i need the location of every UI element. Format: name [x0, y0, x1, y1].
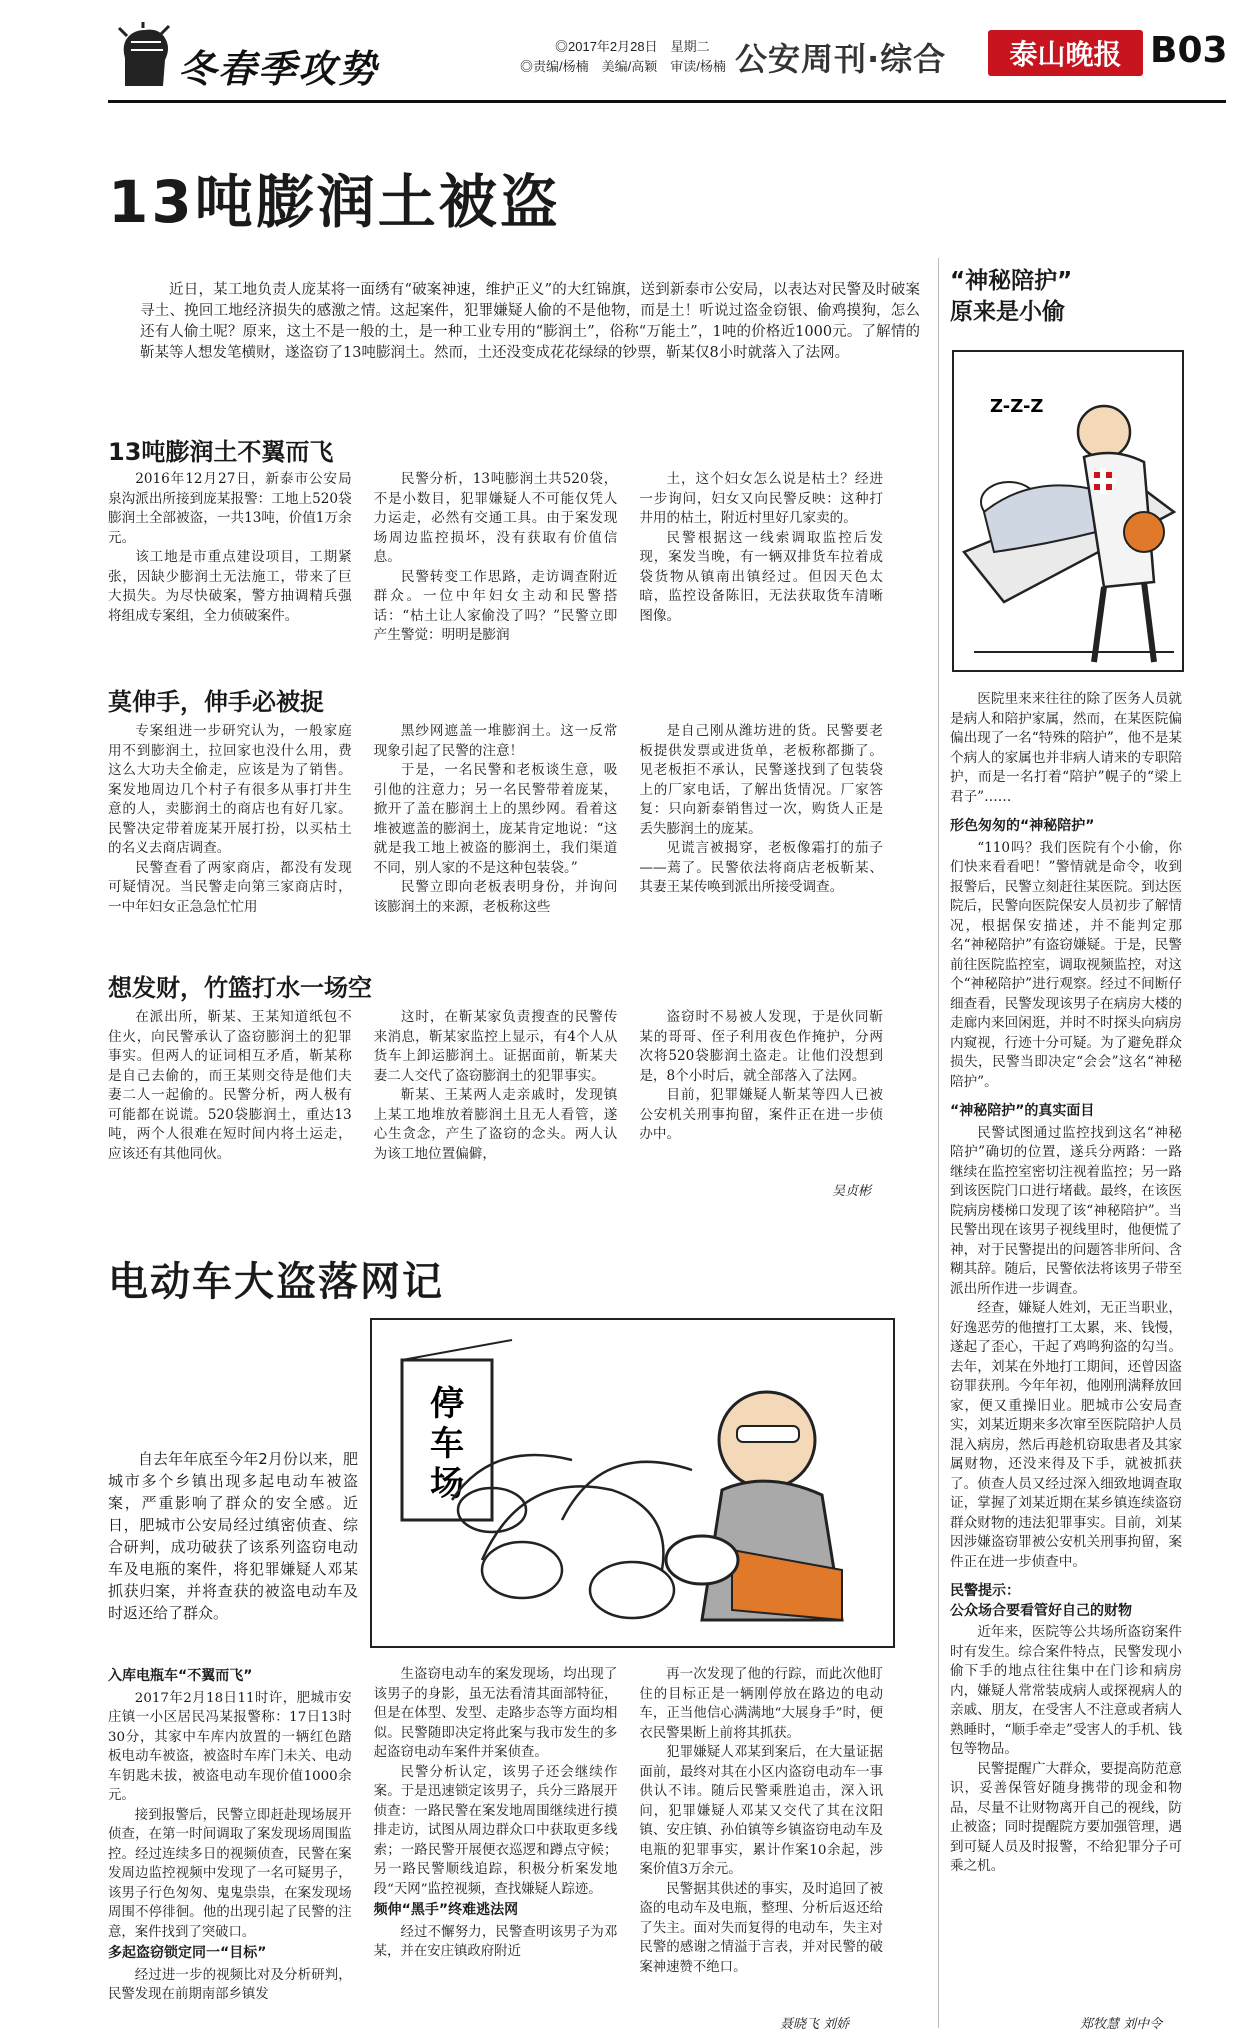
article1-section2-body [108, 722, 883, 917]
text-column [374, 1008, 618, 1164]
column-divider [938, 258, 939, 2028]
header-rule [108, 100, 1226, 103]
paragraph: 民警根据这一线索调取监控后发现，案发当晚，有一辆双排货车拉着成袋货物从镇南出镇经过。但因天色太暗，监控设备陈旧，无法获取货车清晰图像。 [639, 529, 884, 624]
text-column [108, 1008, 352, 1164]
paragraph: 经查，嫌疑人姓刘，无正当职业，好逸恶劳的他擅打工太累，来、钱慢，遂起了歪心，干起了鸡鸣狗盗的勾当。去年，刘某在外地打工期间，还曾因盗窃罪获刑。今年年初，他刚刑满释放回家，便又重操旧业。肥城市公安局查实，刘某近期来多次窜至医院陪护人员混入病房，然后再趁机窃取患者及其家属财物，还没来得及下手，就被抓获了。侦查人员又经过深入细致地调查取证，掌握了刘某近期在某乡镇连续盗窃群众财物的违法犯罪事实。目前，刘某因涉嫌盗窃罪被公安机关刑事拘留，案件正在进一步侦查中。 [950, 1300, 1182, 1570]
text-column [374, 470, 618, 646]
text-column [374, 1665, 618, 2005]
thief-scooter-drawing [372, 1320, 893, 1646]
article1-section3-title: 想发财，竹篮打水一场空 [108, 974, 372, 1002]
article1-headline: 13吨膨润土被盗 [108, 168, 561, 236]
paragraph: 2017年2月18日11时许，肥城市安庄镇一小区居民冯某报警称：17日13时30分，其家中车库内放置的一辆红色踏板电动车被盗，被盗时车库门未关、电动车钥匙未拔，被盗电动车现价值1000余元。 [108, 1690, 352, 1803]
paragraph: 是自己刚从潍坊进的货。民警要老板提供发票或进货单，老板称都撕了。见老板拒不承认，民警遂找到了包装袋上的厂家电话，了解出货情况。厂家答复：只向新泰销售过一次，购货人正是丢失膨润土的庞某。 [639, 723, 884, 837]
paragraph: 民警试图通过监控找到这名“神秘陪护”确切的位置，遂兵分两路：一路继续在监控室密切注视着监控；另一路到该医院门口进行堵截。最终，在该医院病房楼梯口发现了该“神秘陪护”。当民警出现在该男子视线里时，他便慌了神，对于民警提出的问题答非所问、含糊其辞。随后，民警依法将该男子带至派出所作进一步调查。 [950, 1124, 1182, 1297]
paragraph: 见谎言被揭穿，老板像霜打的茄子——蔫了。民警依法将商店老板靳某、其妻王某传唤到派出所接受调查。 [639, 840, 884, 895]
paragraph: 经过不懈努力，民警查明该男子为邓某，并在安庄镇政府附近 [373, 1924, 618, 1959]
article1-author: 吴贞彬 [832, 1184, 872, 1199]
paragraph: 生盗窃电动车的案发现场，均出现了该男子的身影，虽无法看清其面部特征，但是在体型、发型、走路步态等方面均相似。民警随即决定将此案与我市发生的多起盗窃电动车案件并案侦查。 [373, 1667, 618, 1760]
text-column [374, 722, 618, 917]
article1-section1-body [108, 470, 883, 646]
article1-section1-title: 13吨膨润土不翼而飞 [108, 438, 334, 466]
paragraph: 民警分析，13吨膨润土共520袋，不是小数目，犯罪嫌疑人不可能仅凭人力运走，必然有交通工具。由于案发现场周边监控损坏，没有获取有价值信息。 [373, 471, 618, 565]
paragraph: 黑纱网遮盖一堆膨润土。这一反常现象引起了民警的注意！ [373, 723, 618, 759]
text-column [108, 1665, 352, 2005]
paragraph: 近年来，医院等公共场所盗窃案件时有发生。综合案件特点，民警发现小偷下手的地点往往集中在门诊和病房内，嫌疑人常常装成病人或探视病人的亲戚、朋友，在受害人不注意或者病人熟睡时，“顺手牵走”受害人的手机、钱包等物品。 [950, 1624, 1182, 1757]
article1-lead: 近日，某工地负责人庞某将一面绣有“破案神速，维护正义”的大红锦旗，送到新泰市公安局，以表达对民警及时破案寻土、挽回工地经济损失的感激之情。这起案件，犯罪嫌疑人偷的不是他物，而是土！听说过盗金窃银、偷鸡摸狗，怎么还有人偷土呢？原来，这土不是一般的土，是一种工业专用的“膨润土”，俗称“万能土”，1吨的价格近1000元。了解情的靳某等人想发笔横财，遂盗窃了13吨膨润土。然而，土还没变成花花绿绿的钞票，靳某仅8小时就落入了法网。 [140, 282, 920, 361]
paragraph: 民警查看了两家商店，都没有发现可疑情况。当民警走向第三家商店时，一中年妇女正急急忙忙用 [108, 859, 352, 915]
paragraph: 犯罪嫌疑人邓某到案后，在大量证据面前，最终对其在小区内盗窃电动车一事供认不讳。随后民警乘胜追击，深入讯问，犯罪嫌疑人邓某又交代了其在汶阳镇、安庄镇、孙伯镇等乡镇盗窃电动车及电瓶的犯罪事实，累计作案10余起，涉案价值3万余元。 [639, 1745, 884, 1877]
paragraph: 该工地是市重点建设项目，工期紧张，因缺少膨润土无法施工，带来了巨大损失。为尽快破案，警方抽调精兵强将组成专案组，全力侦破案件。 [108, 549, 352, 624]
paragraph: 民警提醒广大群众，要提高防范意识，妥善保管好随身携带的现金和物品，尽量不让财物离开自己的视线，防止被盗；同时提醒院方要加强管理，遇到可疑人员及时报警，不给犯罪分子可乘之机。 [950, 1760, 1182, 1874]
text-column [108, 722, 352, 917]
article1-section3-body [108, 1008, 883, 1164]
subheading: 多起盗窃锁定同一“目标” [108, 1945, 267, 1961]
sidebar-title [950, 266, 1072, 328]
subheading: 频伸“黑手”终难逃法网 [373, 1902, 519, 1918]
paragraph: “110吗？我们医院有个小偷，你们快来看看吧！”警情就是命令，收到报警后，民警立刻赶往某医院。到达医院后，民警向医院保安人员初步了解情况，根据保安描述，并不能判定那名“神秘陪护”有盗窃嫌疑。于是，民警前往医院监控室，调取视频监控，对这个“神秘陪护”进行观察。经过不间断仔细查看，民警发现该男子在病房大楼的走廊内来回闲逛，并时不时探头向病房内窥视，行迹十分可疑。为了避免群众损失，民警当即决定“会会”这名“神秘陪护”。 [950, 839, 1182, 1090]
paragraph: 专案组进一步研究认为，一般家庭用不到膨润土，拉回家也没什么用，费这么大功夫全偷走，应该是为了销售。案发地周边几个村子有很多从事打井生意的人，卖膨润土的商店也有好几家。民警决定带着庞某开展打扮，以买枯土的名义去商店调查。 [108, 723, 352, 856]
text-column [639, 470, 883, 646]
newspaper-logo: 泰山晚报 [988, 30, 1143, 76]
paragraph: 在派出所，靳某、王某知道纸包不住火，向民警承认了盗窃膨润土的犯罪事实。但两人的证词相互矛盾，靳某称是自己去偷的，而王某则交待是他们夫妻二人一起偷的。民警分析，两人极有可能都在说谎。520袋膨润土，重达13吨，两个人很难在短时间内将土运走，应该还有其他同伙。 [108, 1009, 352, 1162]
subheading: 民警提示： 公众场合要看管好自己的财物 [950, 1583, 1132, 1619]
paragraph: 民警立即向老板表明身份，并询问该膨润土的来源，老板称这些 [373, 879, 618, 915]
paragraph: 靳某、王某两人走亲戚时，发现镇上某工地堆放着膨润土且无人看管，遂心生贪念，产生了盗窃的念头。两人认为该工地位置偏僻， [373, 1087, 618, 1162]
page-header [0, 0, 1240, 100]
text-column [639, 1008, 883, 1164]
paragraph: 民警转变工作思路，走访调查附近群众。一位中年妇女主动和民警搭话：“枯土让人家偷没了吗？”民警立即产生警觉：明明是膨润 [373, 568, 618, 643]
article1-section2-title: 莫伸手，伸手必被捉 [108, 688, 324, 716]
text-column [108, 470, 352, 646]
paragraph: 土，这个妇女怎么说是枯土？经进一步询问，妇女又向民警反映：这种打井用的枯土，附近村里好几家卖的。 [639, 471, 884, 526]
thief-illustration [370, 1318, 895, 1648]
paragraph: 目前，犯罪嫌疑人靳某等四人已被公安机关刑事拘留，案件正在进一步侦办中。 [639, 1087, 884, 1142]
date-line: ◎2017年2月28日 星期二 [555, 39, 710, 54]
article2-body [108, 1665, 883, 2005]
article2-headline: 电动车大盗落网记 [108, 1259, 444, 1305]
sidebar-title-line1: “神秘陪护” [950, 268, 1073, 294]
text-column [639, 722, 883, 917]
paragraph: 再一次发现了他的行踪，而此次他盯住的目标正是一辆刚停放在路边的电动车，正当他信心满满地“大展身手”时，便衣民警果断上前将其抓获。 [639, 1667, 884, 1741]
subheading: “神秘陪护”的真实面目 [950, 1103, 1095, 1119]
column-name: 冬春季攻势 [178, 47, 379, 91]
staff-line: ◎责编/杨楠 美编/高颖 审读/杨楠 [520, 59, 726, 74]
paragraph: 这时，在靳某家负责搜查的民警传来消息，靳某家监控上显示，有4个人从货车上卸运膨润土。证据面前，靳某夫妻二人交代了盗窃膨润土的犯罪事实。 [373, 1009, 618, 1084]
paragraph: 经过进一步的视频比对及分析研判，民警发现在前期南部乡镇发 [108, 1967, 352, 2002]
parking-sign-text: 停车场 [430, 1384, 464, 1504]
paragraph: 于是，一名民警和老板谈生意，吸引他的注意力；另一名民警带着庞某，掀开了盖在膨润土上的黑纱网。看着这堆被遮盖的膨润土，庞某肯定地说：“这就是我工地上被盗的膨润土，我们渠道不同，别人家的不是这种包装袋。” [373, 762, 618, 876]
paragraph: 民警分析认定，该男子还会继续作案。于是迅速锁定该男子，兵分三路展开侦查：一路民警在案发地周围继续进行摸排走访，试图从周边群众口中获取更多线索；一路民警开展便衣巡逻和蹲点守候；另一路民警顺线追踪，积极分析案发地段“天网”监控视频，查找嫌疑人踪迹。 [373, 1764, 618, 1897]
article2-intro: 自去年年底至今年2月份以来，肥城市多个乡镇出现多起电动车被盗案，严重影响了群众的安全感。近日，肥城市公安局经过缜密侦查、综合研判，成功破获了该系列盗窃电动车及电瓶的案件，将犯罪嫌疑人邓某抓获归案，并将查获的被盗电动车及时返还给了群众。 [108, 1450, 358, 1622]
subheading: 形色匆匆的“神秘陪护” [950, 818, 1095, 834]
paragraph: 2016年12月27日，新泰市公安局泉沟派出所接到庞某报警：工地上520袋膨润土全部被盗，一共13吨，价值1万余元。 [108, 471, 352, 546]
paragraph: 医院里来来往往的除了医务人员就是病人和陪护家属，然而，在某医院偏偏出现了一名“特殊的陪护”，他不是某个病人的家属也并非病人请来的专职陪护，而是一名打着“陪护”幌子的“梁上君子”…… [950, 691, 1182, 805]
sidebar-body [950, 690, 1182, 1877]
sidebar-title-line2: 原来是小偷 [950, 299, 1065, 325]
section-title: 公安周刊·综合 [735, 40, 947, 78]
paragraph: 民警据其供述的事实，及时追回了被盗的电动车及电瓶，整理、分析后返还给了失主。面对失而复得的电动车，失主对民警的感谢之情溢于言表，并对民警的破案神速赞不绝口。 [639, 1881, 884, 1975]
page-number: B03 [1150, 30, 1228, 71]
subheading: 入库电瓶车“不翼而飞” [108, 1668, 253, 1684]
paragraph: 接到报警后，民警立即赶赴现场展开侦查，在第一时间调取了案发现场周围监控。经过连续多日的视频侦查，民警在案发周边监控视频中发现了一名可疑男子，该男子行色匆匆、鬼鬼祟祟，在案发现场周围不停徘徊。他的出现引起了民警的注意，案件找到了突破口。 [108, 1807, 352, 1940]
sidebar-author: 郑牧慧 刘中令 [1080, 2017, 1163, 2032]
hospital-illustration [952, 350, 1184, 672]
snore-text: Z-Z-Z [990, 396, 1044, 417]
hospital-thief-drawing [954, 352, 1182, 670]
text-column [639, 1665, 883, 2005]
article2-author: 聂晓飞 刘娇 [780, 2017, 850, 2032]
paragraph: 盗窃时不易被人发现，于是伙同靳某的哥哥、侄子利用夜色作掩护，分两次将520袋膨润土盗走。让他们没想到是，8个小时后，就全部落入了法网。 [639, 1009, 884, 1084]
fist-icon [115, 22, 173, 88]
